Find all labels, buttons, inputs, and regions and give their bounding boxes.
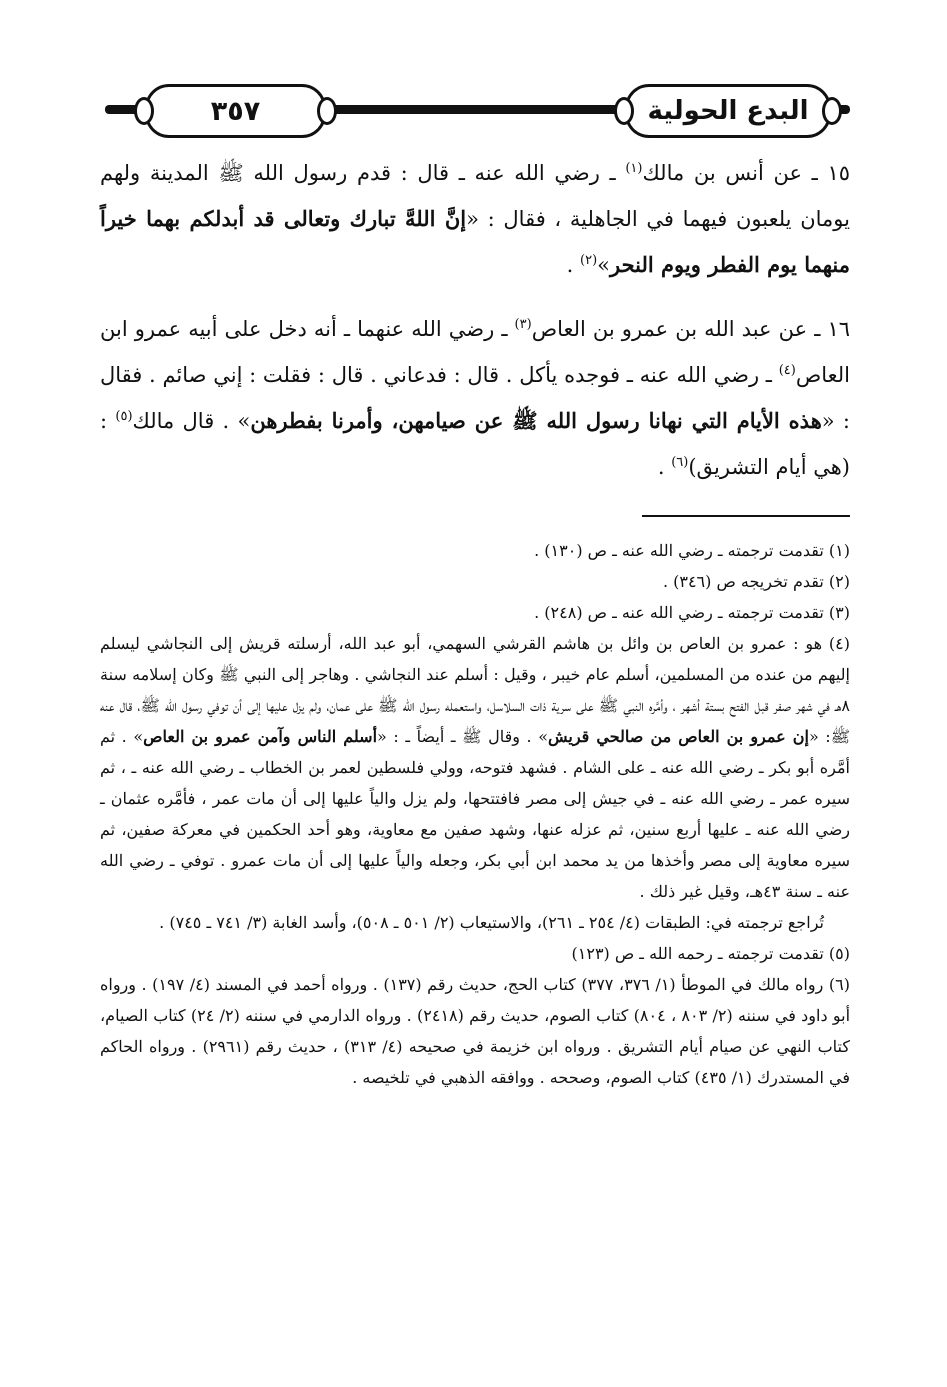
footnote-2 — [100, 566, 850, 597]
hadith-15 — [100, 150, 850, 288]
footnote-ref[interactable]: (٣) — [514, 317, 532, 332]
footnote-number: (١) — [828, 541, 850, 560]
page-number: ٣٥٧ — [145, 84, 326, 138]
footnote-quote: أسلم الناس وآمن عمرو بن العاص — [143, 727, 378, 746]
footnote-3 — [100, 597, 850, 628]
footnote-text: تقدمت ترجمته ـ رضي الله عنه ـ ص (٢٤٨) . — [534, 603, 824, 622]
hadith-intro: ١٦ ـ عن عبد الله بن عمرو بن العاص — [531, 317, 850, 341]
main-text — [100, 150, 850, 508]
footnote-1 — [100, 535, 850, 566]
hadith-end: . — [566, 253, 581, 277]
footnote-4 — [100, 628, 850, 938]
footnote-number: (٥) — [828, 944, 850, 963]
footnote-ref[interactable]: (٥) — [115, 409, 133, 424]
hadith-text: » — [597, 253, 611, 277]
footnote-number: (٢) — [828, 572, 850, 591]
footnote-number: (٣) — [828, 603, 850, 622]
footnote-ref[interactable]: (١) — [625, 161, 643, 176]
page-header — [105, 78, 850, 140]
footnote-ref[interactable]: (٤) — [778, 363, 796, 378]
footnote-6 — [100, 969, 850, 1093]
footnote-text: هو : عمرو بن العاص بن وائل بن هاشم القرشي السهمي، أبو عبد الله، أرسلته قريش إلى النجاشي ليسلم إليهم من عنده من المسلمين، أسلم عام خيبر ، وقيل : أسلم عند النجاشي . وهاجر إلى النبي ﷺ وكان إسلامه سنة ٨هـ في شهر صفر قبل الفتح بستة أشهر ، وأمَّره النبي ﷺ على سرية ذات السلاسل، واستعمله رسول الله ﷺ على عمان، ولم يزل عليها إلى أن توفي رسول الله ﷺ، قال عنه ﷺ: « — [100, 634, 851, 746]
footnote-number: (٤) — [828, 634, 850, 653]
footnote-text: » . ثم أمَّره أبو بكر ـ رضي الله عنه ـ على الشام . فشهد فتوحه، وولي فلسطين لعمر بن الخطاب ـ رضي الله عنه ـ ، ثم سيره عمر ـ رضي الله عنه ـ في جيش إلى مصر فافتتحها، ولم يزل والياً عليها إلى أن مات عمر ، فأمَّره عثمان ـ رضي الله عنه ـ عليها أربع سنين، ثم عزله عنها، وشهد صفين مع معاوية، وهو أحد الحكمين في معركة صفين، ثم سيره معاوية إلى مصر وأخذها من يد محمد ابن أبي بكر، وجعله والياً عليها إلى أن مات عمرو . توفي ـ رضي الله عنه ـ سنة ٤٣هـ، وقيل غير ذلك . — [100, 727, 851, 901]
footnote-text: تقدمت ترجمته ـ رضي الله عنه ـ ص (١٣٠) . — [534, 541, 824, 560]
footnote-text: » . وقال ﷺ ـ أيضاً ـ : « — [377, 727, 548, 746]
hadith-quote: هذه الأيام التي نهانا رسول الله ﷺ عن صيامهن، وأمرنا بفطرهن — [250, 408, 822, 433]
hadith-end: . — [657, 455, 672, 479]
footnote-sources: تُراجع ترجمته في: الطبقات (٤/ ٢٥٤ ـ ٢٦١)، والاستيعاب (٢/ ٥٠١ ـ ٥٠٨)، وأسد الغابة (٣/ ٧٤١ ـ ٧٤٥) . — [159, 913, 824, 932]
footnote-5 — [100, 938, 850, 969]
footnote-number: (٦) — [828, 975, 850, 994]
footnote-divider — [642, 515, 850, 517]
hadith-text: ـ رضي الله عنه ـ قال : قدم رسول الله ﷺ المدينة ولهم يومان يلعبون فيهما في الجاهلية ، فقال : « — [100, 161, 850, 231]
hadith-text: ـ رضي الله عنه ـ فوجده يأكل . قال : فدعاني . قال : فقلت : إني صائم . فقال : « — [100, 363, 850, 433]
hadith-text: » . قال مالك — [132, 409, 251, 433]
footnote-text: تقدم تخريجه ص (٣٤٦) . — [662, 572, 824, 591]
footnotes — [100, 535, 850, 1093]
footnote-ref[interactable]: (٦) — [671, 455, 689, 470]
hadith-quote: إنَّ اللهَّ تبارك وتعالى قد أبدلكم بهما خيراً منهما يوم الفطر ويوم النحر — [100, 206, 850, 277]
hadith-text: ـ رضي الله عنهما ـ أنه دخل على أبيه عمرو ابن العاص — [100, 317, 850, 387]
footnote-text: رواه مالك في الموطأ (١/ ٣٧٦، ٣٧٧) كتاب الحج، حديث رقم (١٣٧) . ورواه أحمد في المسند (٤/ ١٩٧) . ورواه أبو داود في سننه (٢/ ٨٠٣ ، ٨٠٤) كتاب الصوم، حديث رقم (٢٤١٨) . ورواه الدارمي في سننه (٢/ ٢٤) كتاب الصيام، كتاب النهي عن صيام أيام التشريق . ورواه ابن خزيمة في صحيحه (٤/ ٣١٣) ، حديث رقم (٢٩٦١) . ورواه الحاكم في المستدرك (١/ ٤٣٥) كتاب الصوم، وصححه . ووافقه الذهبي في تلخيصه . — [100, 975, 851, 1087]
footnote-ref[interactable]: (٢) — [580, 253, 598, 268]
footnote-quote: إن عمرو بن العاص من صالحي قريش — [548, 727, 809, 746]
hadith-16 — [100, 306, 850, 490]
running-title: البدع الحولية — [625, 84, 831, 138]
hadith-intro: ١٥ ـ عن أنس بن مالك — [642, 161, 850, 185]
footnote-text: تقدمت ترجمته ـ رحمه الله ـ ص (١٢٣) — [571, 944, 824, 963]
hadith-text: : (هي أيام التشريق) — [100, 409, 850, 479]
